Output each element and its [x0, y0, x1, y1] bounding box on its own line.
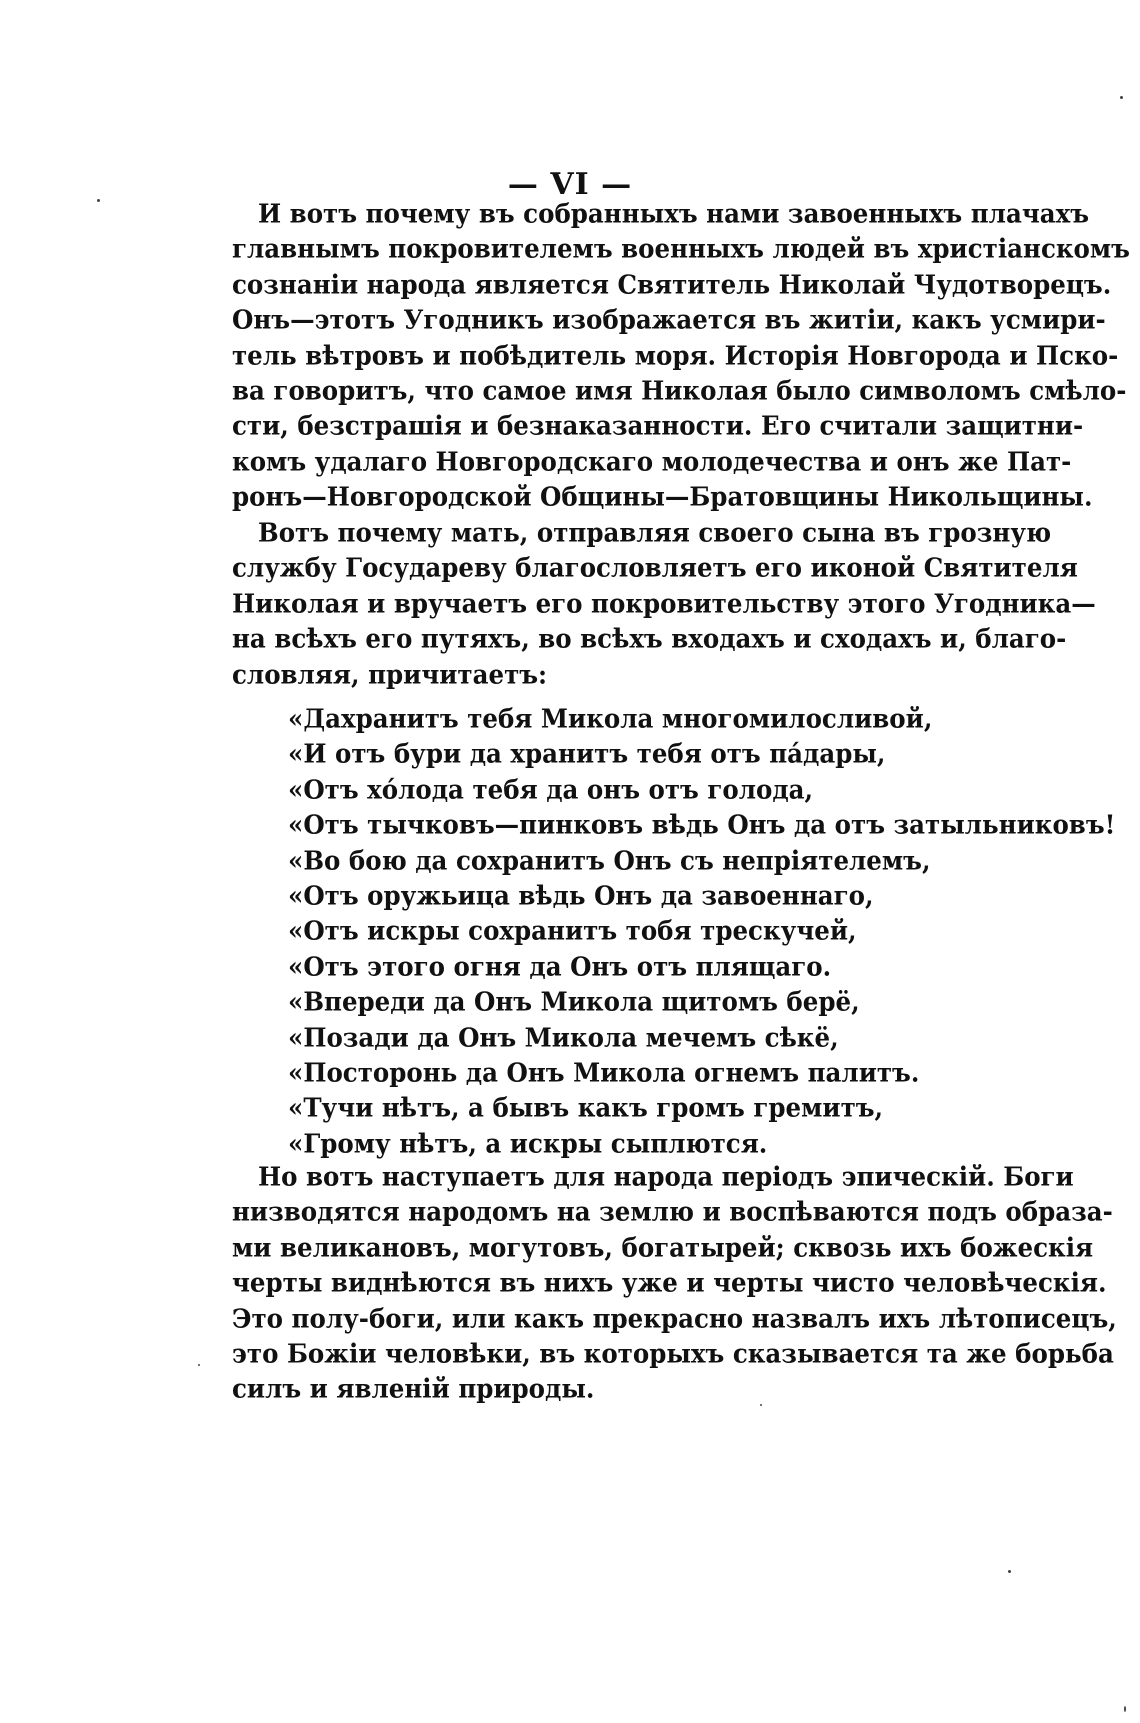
scan-speck — [1124, 1706, 1126, 1712]
verse-line: «Отъ этого огня да Онъ отъ плящаго. — [288, 950, 832, 982]
text-line: Николая и вручаетъ его покровительству этого Угодника— — [232, 587, 1096, 619]
verse-line: «Во бою да сохранитъ Онъ съ непріятелемъ, — [288, 844, 931, 876]
verse-line: «Отъ оружьица вѣдь Онъ да завоеннаго, — [288, 879, 874, 912]
verse-lament — [288, 701, 1116, 1161]
verse-line: «Грому нѣтъ, а искры сыплются. — [288, 1127, 768, 1159]
scan-speck — [97, 199, 100, 202]
text-line: силъ и явленій природы. — [232, 1373, 595, 1405]
text-line: Вотъ почему мать, отправляя своего сына въ грозную — [258, 516, 1052, 549]
verse-line: «Впереди да Онъ Микола щитомъ берё, — [288, 985, 860, 1018]
text-line: службу Государеву благословляетъ его иконой Святителя — [232, 552, 1078, 584]
text-line: словляя, причитаетъ: — [232, 658, 548, 690]
verse-line: «Отъ тычковъ—пинковъ вѣдь Онъ да отъ затыльниковъ! — [288, 808, 1116, 841]
verse-line: «Отъ хо́лода тебя да онъ отъ голода, — [288, 773, 814, 805]
verse-line: «И отъ бури да хранитъ тебя отъ па́дары, — [288, 738, 886, 770]
text-line: Онъ—этотъ Угодникъ изображается въ житіи, какъ усмири- — [232, 303, 1106, 336]
verse-line: «Дахранитъ тебя Микола многомилосливой, — [288, 702, 933, 735]
text-line: И вотъ почему въ собранныхъ нами завоенныхъ плачахъ — [258, 197, 1090, 230]
paragraph-3 — [232, 1159, 1117, 1407]
verse-line: «Отъ искры сохранитъ тобя трескучей, — [288, 915, 857, 947]
text-line: комъ удалаго Новгородскаго молодечества и онъ же Пат- — [232, 445, 1072, 477]
paragraph-2 — [232, 515, 1096, 692]
text-line: сти, безстрашія и безнаказанности. Его считали защитни- — [232, 410, 1084, 442]
text-line: черты виднѣются въ нихъ уже и черты чисто человѣческія. — [232, 1266, 1107, 1299]
scan-speck — [1120, 96, 1123, 99]
text-line: сознаніи народа является Святитель Николай Чудотворецъ. — [232, 268, 1112, 300]
scan-speck — [198, 1364, 200, 1366]
verse-line: «Позади да Онъ Микола мечемъ сѣкё, — [288, 1021, 839, 1053]
paragraph-1 — [232, 196, 1130, 515]
text-line: ми великановъ, могутовъ, богатырей; сквозь ихъ божескія — [232, 1231, 1094, 1263]
scan-speck — [760, 1404, 762, 1406]
text-line: Это полу-боги, или какъ прекрасно назвалъ ихъ лѣтописецъ, — [232, 1302, 1117, 1334]
text-line: на всѣхъ его путяхъ, во всѣхъ входахъ и сходахъ и, благо- — [232, 622, 1067, 655]
text-line: главнымъ покровителемъ военныхъ людей въ христіанскомъ — [232, 233, 1130, 265]
text-line: ронъ—Новгородской Общины—Братовщины Никольщины. — [232, 480, 1093, 513]
text-line: Но вотъ наступаетъ для народа періодъ эпическій. Боги — [258, 1160, 1074, 1193]
text-line: тель вѣтровъ и побѣдитель моря. Исторія Новгорода и Пско- — [232, 339, 1119, 371]
scan-speck — [1008, 1570, 1011, 1573]
text-line: это Божіи человѣки, въ которыхъ сказывается та же борьба — [232, 1337, 1114, 1370]
page-number: — VI — — [507, 167, 633, 202]
text-line: ва говоритъ, что самое имя Николая было символомъ смѣло- — [232, 374, 1127, 407]
verse-line: «Тучи нѣтъ, а бывъ какъ громъ гремитъ, — [288, 1092, 884, 1124]
text-line: низводятся народомъ на землю и воспѣваются подъ образа- — [232, 1196, 1113, 1228]
verse-line: «Посторонь да Онъ Микола огнемъ палитъ. — [288, 1056, 920, 1089]
